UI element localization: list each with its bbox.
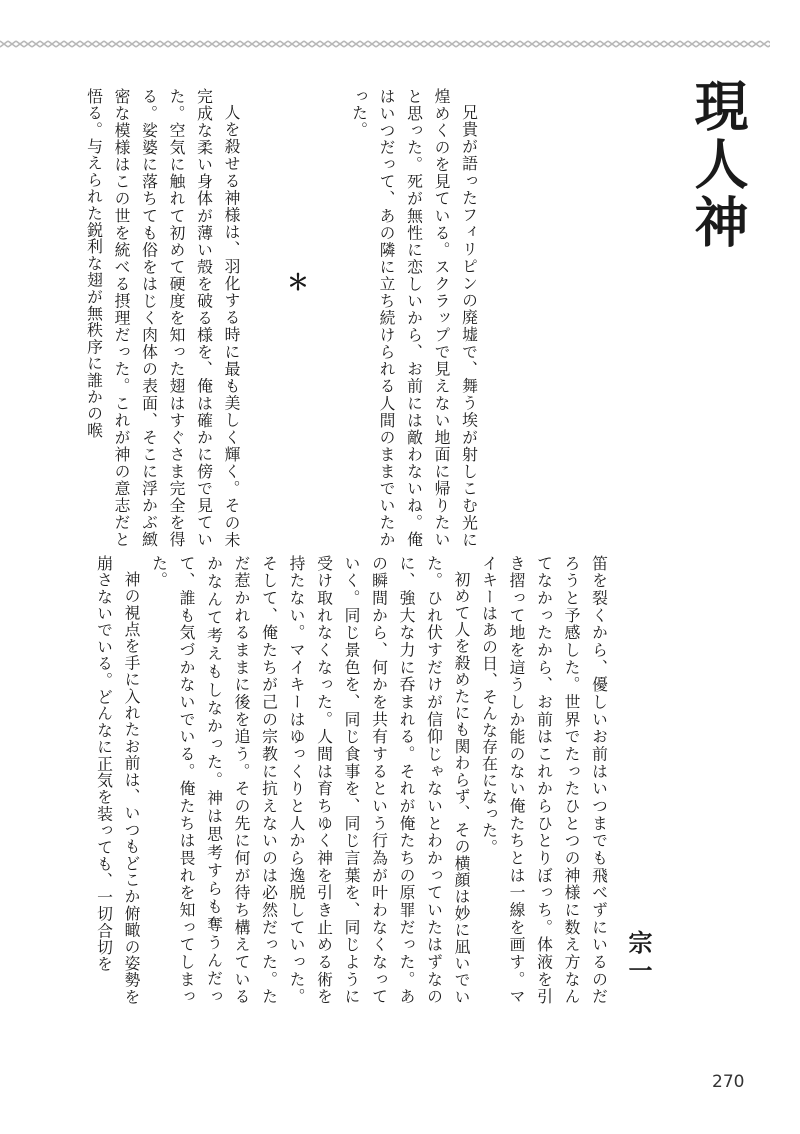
text-block-bottom: [90, 555, 613, 1005]
paragraph: 兄貴が語ったフィリピンの廃墟で、舞う埃が射しこむ光に煌めくのを見ている。スクラップで見えない地面に帰りたいと思った。死が無性に恋しいから、お前には敵わないね。俺はいつだって、あの隣に立ち続けられる人間のままでいたかった。: [349, 88, 479, 548]
page-number: 270: [712, 1072, 745, 1092]
paragraph: 人を殺せる神様は、羽化する時に最も美しく輝く。その未完成な柔い身体が薄い殻を破る様を、俺は確かに傍で見ていた。空気に触れて初めて硬度を知った翅はすぐさま完全を得る。娑婆に落ちても俗をはじく肉体の表面、そこに浮かぶ緻密な模様はこの世を統べる摂理だった。これが神の意志だと悟る。与えられた鋭利な翅が無秩序に誰かの喉: [84, 88, 241, 548]
section-break: ＊: [287, 271, 310, 296]
text-block-top-left: [80, 88, 245, 548]
story-title: 現人神: [686, 78, 749, 252]
paragraph: 笛を裂くから、優しいお前はいつまでも飛べずにいるのだろうと予感した。世界でたったひとつの神様に数え方なんてなかったから、お前はこれからひとりぼっち。体液を引き摺って地を這うしか能のない俺たちとは一線を画す。マイキーはあの日、そんな存在になった。: [479, 555, 609, 1005]
paragraph: 初めて人を殺めたにも関わらず、その横顔は妙に凪いでいた。ひれ伏すだけが信仰じゃないとわかっていたはずなのに、強大な力に呑まれる。それが俺たちの原罪だった。あの瞬間から、何かを共有するという行為が叶わなくなっていく。同じ景色を、同じ食事を、同じ言葉を、同じように受け取れなくなった。人間は育ちゆく神を引き止める術を持たない。マイキーはゆっくりと人から逸脱していった。そして、俺たちが己の宗教に抗えないのは必然だった。ただ惹かれるままに後を追う。その先に何が待ち構えているかなんて考えもしなかった。神は思考すらも奪うんだって、誰も気づかないでいる。俺たちは畏れを知ってしまった。: [149, 555, 471, 1005]
decorative-border: [0, 38, 770, 50]
text-block-top-right: [345, 88, 483, 548]
author-name: 宗一: [624, 930, 652, 986]
paragraph: 神の視点を手に入れたお前は、いつもどこか俯瞰の姿勢を崩さないでいる。どんなに正気を装っても、一切合切を: [94, 555, 141, 1005]
